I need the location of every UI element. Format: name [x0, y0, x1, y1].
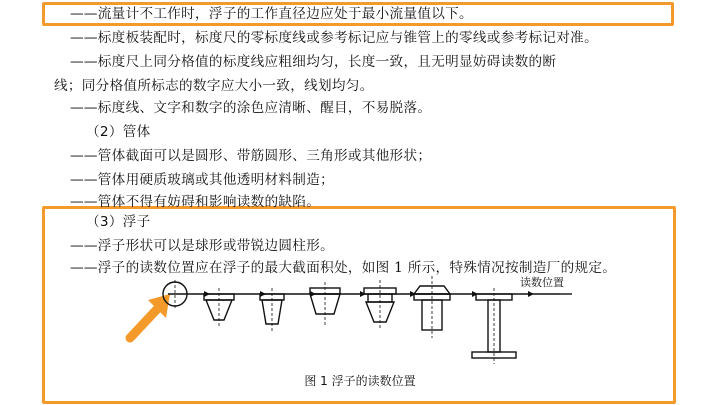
- float-reading-figure: [120, 268, 640, 364]
- text-line-tube-shape: ——管体截面可以是圆形、带筋圆形、三角形或其他形状；: [70, 148, 432, 164]
- text-line-scale-color: ——标度线、文字和数字的涂色应清晰、醒目，不易脱落。: [70, 100, 432, 116]
- text-line-scale-zero: ——标度板装配时，标度尺的零标度线或参考标记应与锥管上的零线或参考标记对准。: [70, 30, 598, 46]
- cone-float-shape-4: [364, 280, 396, 330]
- figure-caption: 图 1 浮子的读数位置: [304, 374, 416, 388]
- section-heading-float: （3）浮子: [86, 214, 151, 230]
- text-line-scale-uniform: ——标度尺上同分格值的标度线应粗细均匀，长度一致，且无明显妨碍读数的断: [70, 54, 557, 70]
- text-line-float-shape: ——浮子形状可以是球形或带锐边圆柱形。: [70, 238, 334, 254]
- text-line-float-reading: ——浮子的读数位置应在浮子的最大截面积处，如图 1 所示，特殊情况按制造厂的规定。: [70, 260, 617, 276]
- text-line-scale-numbers: 线；同分格值所标志的数字应大小一致，线划均匀。: [54, 78, 374, 94]
- text-line-tube-material: ——管体用硬质玻璃或其他透明材料制造；: [70, 172, 334, 188]
- cone-float-shape-3: [310, 282, 340, 326]
- text-line-tube-defects: ——管体不得有妨碍和影响读数的缺陷。: [70, 194, 321, 210]
- cone-float-shape-1: [204, 288, 234, 328]
- cone-float-shape-2: [260, 288, 284, 332]
- text-line-float-min: ——流量计不工作时，浮子的工作直径边应处于最小流量值以下。: [70, 6, 473, 22]
- section-heading-tube: （2）管体: [86, 124, 151, 140]
- spool-float-shape: [472, 288, 516, 364]
- reading-position-label: 读数位置: [520, 276, 564, 289]
- cylinder-float-shape: [414, 276, 450, 338]
